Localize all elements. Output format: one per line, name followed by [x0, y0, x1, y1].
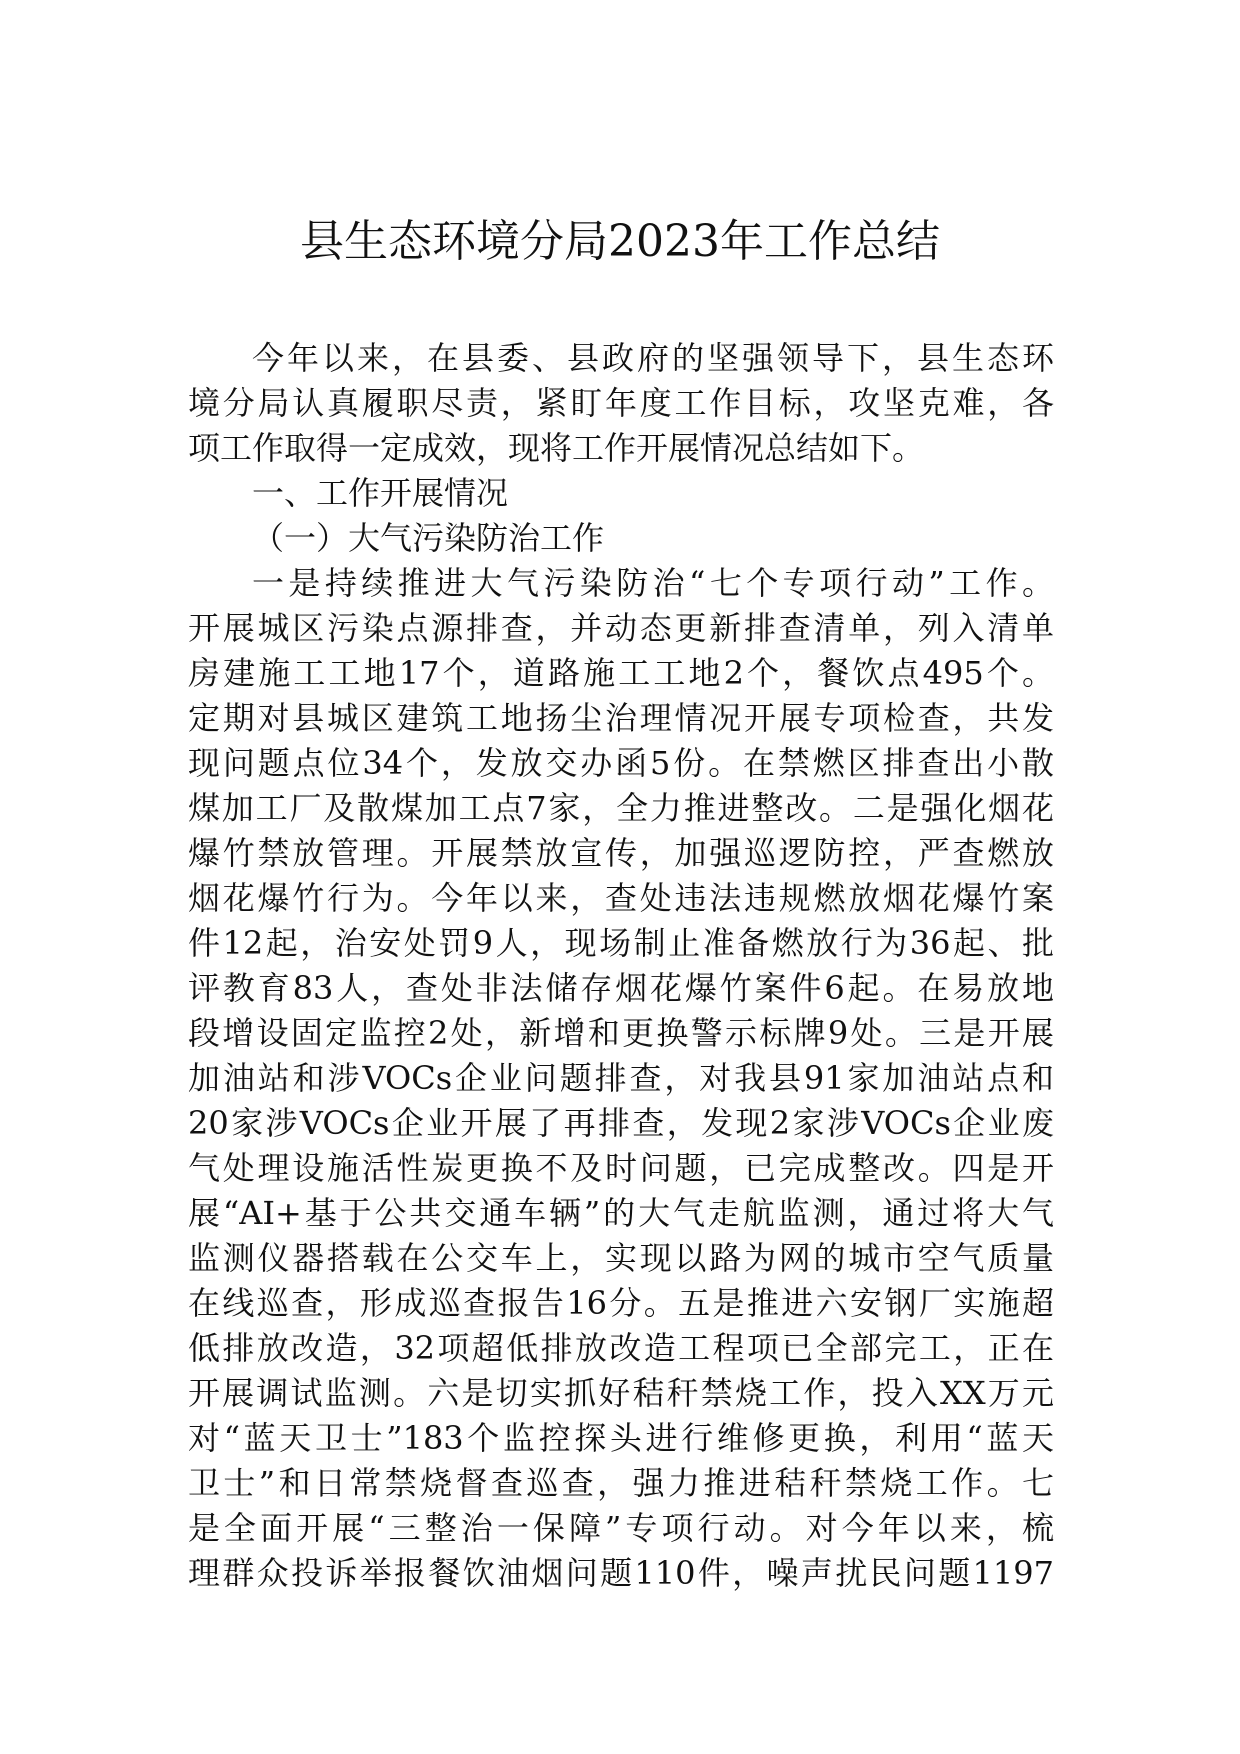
paragraph-line: 件12起，治安处罚9人，现场制止准备燃放行为36起、批 — [188, 924, 1054, 962]
paragraph-line: 评教育83人，查处非法储存烟花爆竹案件6起。在易放地 — [188, 969, 1054, 1007]
paragraph-line: 项工作取得一定成效，现将工作开展情况总结如下。 — [188, 429, 925, 467]
paragraph-line: 气处理设施活性炭更换不及时问题，已完成整改。四是开 — [188, 1149, 1054, 1187]
paragraph-line: （一）大气污染防治工作 — [252, 519, 605, 557]
paragraph-line: 理群众投诉举报餐饮油烟问题110件，噪声扰民问题1197 — [188, 1554, 1054, 1592]
paragraph-line: 房建施工工地17个，道路施工工地2个，餐饮点495个。 — [188, 654, 1054, 692]
document-title: 县生态环境分局2023年工作总结 — [300, 216, 940, 267]
paragraph-line: 境分局认真履职尽责，紧盯年度工作目标，攻坚克难，各 — [188, 384, 1054, 422]
paragraph-line: 展“AI+基于公共交通车辆”的大气走航监测，通过将大气 — [188, 1194, 1054, 1232]
paragraph-line: 在线巡查，形成巡查报告16分。五是推进六安钢厂实施超 — [188, 1284, 1054, 1322]
paragraph-line: 现问题点位34个，发放交办函5份。在禁燃区排查出小散 — [188, 744, 1054, 782]
paragraph-line: 煤加工厂及散煤加工点7家，全力推进整改。二是强化烟花 — [188, 789, 1054, 827]
paragraph-line: 卫士”和日常禁烧督查巡查，强力推进秸秆禁烧工作。七 — [188, 1464, 1054, 1502]
paragraph-line: 对“蓝天卫士”183个监控探头进行维修更换，利用“蓝天 — [188, 1419, 1054, 1457]
paragraph-line: 加油站和涉VOCs企业问题排查，对我县91家加油站点和 — [188, 1059, 1054, 1097]
paragraph-line: 监测仪器搭载在公交车上，实现以路为网的城市空气质量 — [188, 1239, 1054, 1277]
paragraph-line: 开展城区污染点源排查，并动态更新排查清单，列入清单 — [188, 609, 1054, 647]
paragraph-line: 定期对县城区建筑工地扬尘治理情况开展专项检查，共发 — [188, 699, 1054, 737]
paragraph-line: 低排放改造，32项超低排放改造工程项已全部完工，正在 — [188, 1329, 1054, 1367]
paragraph-line: 今年以来，在县委、县政府的坚强领导下，县生态环 — [252, 339, 1054, 377]
paragraph-line: 段增设固定监控2处，新增和更换警示标牌9处。三是开展 — [188, 1014, 1054, 1052]
paragraph-line: 是全面开展“三整治一保障”专项行动。对今年以来，梳 — [188, 1509, 1054, 1547]
paragraph-line: 一、工作开展情况 — [252, 474, 509, 512]
paragraph-line: 一是持续推进大气污染防治“七个专项行动”工作。 — [252, 564, 1054, 602]
paragraph-line: 开展调试监测。六是切实抓好秸秆禁烧工作，投入XX万元 — [188, 1374, 1054, 1412]
paragraph-line: 烟花爆竹行为。今年以来，查处违法违规燃放烟花爆竹案 — [188, 879, 1054, 917]
paragraph-line: 20家涉VOCs企业开展了再排查，发现2家涉VOCs企业废 — [188, 1104, 1054, 1142]
paragraph-line: 爆竹禁放管理。开展禁放宣传，加强巡逻防控，严查燃放 — [188, 834, 1054, 872]
document-body — [188, 336, 1054, 1596]
